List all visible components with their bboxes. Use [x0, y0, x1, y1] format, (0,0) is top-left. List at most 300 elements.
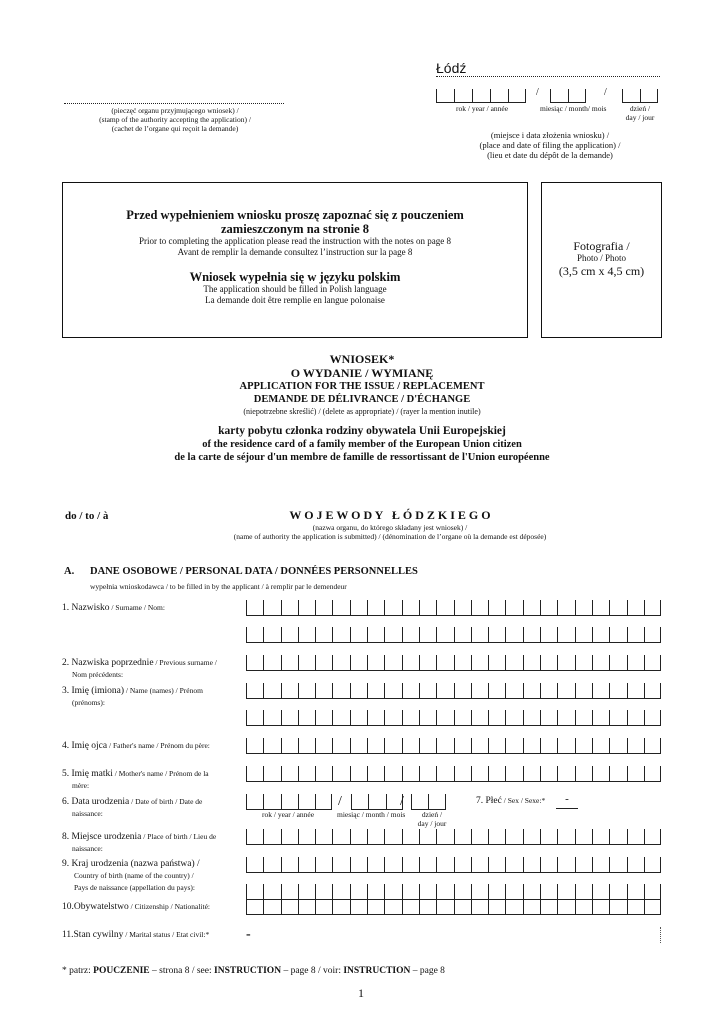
- character-cell[interactable]: [436, 829, 453, 845]
- character-cell[interactable]: [592, 627, 609, 643]
- character-cell[interactable]: [436, 683, 453, 699]
- character-cell[interactable]: [332, 600, 349, 616]
- character-cell[interactable]: [281, 627, 298, 643]
- character-cell[interactable]: [592, 655, 609, 671]
- character-cell[interactable]: [609, 857, 626, 873]
- character-cell[interactable]: [488, 600, 505, 616]
- character-cell[interactable]: [575, 884, 592, 900]
- character-cell[interactable]: [402, 829, 419, 845]
- character-cell[interactable]: [315, 683, 332, 699]
- character-cell[interactable]: [384, 655, 401, 671]
- father-name-cells[interactable]: [246, 738, 661, 754]
- birth-year-cell[interactable]: [263, 794, 280, 810]
- character-cell[interactable]: [454, 829, 471, 845]
- character-cell[interactable]: [609, 738, 626, 754]
- character-cell[interactable]: [592, 829, 609, 845]
- character-cell[interactable]: [523, 899, 540, 915]
- character-cell[interactable]: [609, 627, 626, 643]
- character-cell[interactable]: [540, 627, 557, 643]
- character-cell[interactable]: [263, 600, 280, 616]
- character-cell[interactable]: [384, 627, 401, 643]
- character-cell[interactable]: [315, 600, 332, 616]
- character-cell[interactable]: [540, 884, 557, 900]
- character-cell[interactable]: [471, 627, 488, 643]
- character-cell[interactable]: [298, 899, 315, 915]
- character-cell[interactable]: [384, 857, 401, 873]
- character-cell[interactable]: [436, 710, 453, 726]
- character-cell[interactable]: [263, 683, 280, 699]
- character-cell[interactable]: [575, 655, 592, 671]
- character-cell[interactable]: [350, 884, 367, 900]
- character-cell[interactable]: [263, 884, 280, 900]
- character-cell[interactable]: [609, 899, 626, 915]
- character-cell[interactable]: [298, 857, 315, 873]
- character-cell[interactable]: [419, 600, 436, 616]
- character-cell[interactable]: [471, 710, 488, 726]
- character-cell[interactable]: [488, 738, 505, 754]
- character-cell[interactable]: [627, 738, 644, 754]
- character-cell[interactable]: [298, 683, 315, 699]
- character-cell[interactable]: [592, 884, 609, 900]
- character-cell[interactable]: [471, 738, 488, 754]
- character-cell[interactable]: [609, 655, 626, 671]
- character-cell[interactable]: [575, 683, 592, 699]
- character-cell[interactable]: [350, 683, 367, 699]
- character-cell[interactable]: [402, 857, 419, 873]
- character-cell[interactable]: [384, 600, 401, 616]
- character-cell[interactable]: [436, 899, 453, 915]
- character-cell[interactable]: [332, 683, 349, 699]
- character-cell[interactable]: [281, 683, 298, 699]
- character-cell[interactable]: [557, 899, 574, 915]
- character-cell[interactable]: [523, 627, 540, 643]
- character-cell[interactable]: [609, 600, 626, 616]
- character-cell[interactable]: [332, 829, 349, 845]
- birth-place-cells[interactable]: [246, 829, 661, 845]
- character-cell[interactable]: [557, 600, 574, 616]
- character-cell[interactable]: [627, 857, 644, 873]
- character-cell[interactable]: [367, 627, 384, 643]
- character-cell[interactable]: [384, 829, 401, 845]
- character-cell[interactable]: [402, 766, 419, 782]
- surname-cells[interactable]: [246, 600, 661, 616]
- character-cell[interactable]: [263, 655, 280, 671]
- character-cell[interactable]: [367, 655, 384, 671]
- character-cell[interactable]: [505, 766, 522, 782]
- character-cell[interactable]: [644, 655, 661, 671]
- character-cell[interactable]: [505, 899, 522, 915]
- character-cell[interactable]: [263, 738, 280, 754]
- character-cell[interactable]: [281, 857, 298, 873]
- character-cell[interactable]: [454, 710, 471, 726]
- character-cell[interactable]: [402, 738, 419, 754]
- character-cell[interactable]: [609, 766, 626, 782]
- character-cell[interactable]: [523, 766, 540, 782]
- character-cell[interactable]: [246, 600, 263, 616]
- character-cell[interactable]: [367, 600, 384, 616]
- character-cell[interactable]: [419, 627, 436, 643]
- character-cell[interactable]: [592, 600, 609, 616]
- birth-month-cell[interactable]: [351, 794, 368, 810]
- character-cell[interactable]: [557, 683, 574, 699]
- character-cell[interactable]: [592, 738, 609, 754]
- character-cell[interactable]: [627, 710, 644, 726]
- character-cell[interactable]: [540, 600, 557, 616]
- character-cell[interactable]: [332, 627, 349, 643]
- birth-date-cells[interactable]: [246, 794, 446, 810]
- character-cell[interactable]: [505, 738, 522, 754]
- character-cell[interactable]: [644, 884, 661, 900]
- character-cell[interactable]: [627, 829, 644, 845]
- character-cell[interactable]: [367, 829, 384, 845]
- character-cell[interactable]: [246, 857, 263, 873]
- character-cell[interactable]: [557, 829, 574, 845]
- character-cell[interactable]: [523, 857, 540, 873]
- character-cell[interactable]: [454, 766, 471, 782]
- character-cell[interactable]: [609, 710, 626, 726]
- character-cell[interactable]: [332, 655, 349, 671]
- character-cell[interactable]: [540, 738, 557, 754]
- character-cell[interactable]: [298, 829, 315, 845]
- character-cell[interactable]: [627, 683, 644, 699]
- character-cell[interactable]: [402, 655, 419, 671]
- character-cell[interactable]: [367, 683, 384, 699]
- character-cell[interactable]: [540, 655, 557, 671]
- character-cell[interactable]: [332, 710, 349, 726]
- character-cell[interactable]: [350, 899, 367, 915]
- character-cell[interactable]: [281, 738, 298, 754]
- character-cell[interactable]: [505, 710, 522, 726]
- character-cell[interactable]: [471, 766, 488, 782]
- character-cell[interactable]: [246, 627, 263, 643]
- birth-year-cell[interactable]: [281, 794, 298, 810]
- character-cell[interactable]: [281, 884, 298, 900]
- character-cell[interactable]: [505, 627, 522, 643]
- character-cell[interactable]: [644, 738, 661, 754]
- character-cell[interactable]: [540, 899, 557, 915]
- character-cell[interactable]: [436, 857, 453, 873]
- character-cell[interactable]: [263, 627, 280, 643]
- character-cell[interactable]: [419, 884, 436, 900]
- character-cell[interactable]: [644, 627, 661, 643]
- character-cell[interactable]: [298, 627, 315, 643]
- character-cell[interactable]: [575, 738, 592, 754]
- character-cell[interactable]: [557, 884, 574, 900]
- character-cell[interactable]: [350, 829, 367, 845]
- date-cell[interactable]: [436, 89, 454, 103]
- character-cell[interactable]: [540, 829, 557, 845]
- character-cell[interactable]: [263, 710, 280, 726]
- character-cell[interactable]: [575, 627, 592, 643]
- character-cell[interactable]: [332, 766, 349, 782]
- character-cell[interactable]: [592, 899, 609, 915]
- character-cell[interactable]: [471, 884, 488, 900]
- character-cell[interactable]: [540, 857, 557, 873]
- character-cell[interactable]: [488, 829, 505, 845]
- character-cell[interactable]: [471, 829, 488, 845]
- date-cell[interactable]: [622, 89, 640, 103]
- character-cell[interactable]: [281, 899, 298, 915]
- character-cell[interactable]: [471, 600, 488, 616]
- field-birth-country-label: 9. Kraj urodzenia (nazwa państwa) / Country of birth (name of the country) / Pays de naissance (appellation du pays):: [62, 859, 200, 892]
- character-cell[interactable]: [523, 655, 540, 671]
- date-cell[interactable]: [508, 89, 526, 103]
- character-cell[interactable]: [263, 857, 280, 873]
- character-cell[interactable]: [367, 857, 384, 873]
- character-cell[interactable]: [454, 857, 471, 873]
- character-cell[interactable]: [471, 899, 488, 915]
- character-cell[interactable]: [471, 655, 488, 671]
- character-cell[interactable]: [523, 829, 540, 845]
- character-cell[interactable]: [315, 899, 332, 915]
- character-cell[interactable]: [488, 857, 505, 873]
- character-cell[interactable]: [384, 683, 401, 699]
- character-cell[interactable]: [609, 683, 626, 699]
- character-cell[interactable]: [419, 655, 436, 671]
- character-cell[interactable]: [263, 899, 280, 915]
- character-cell[interactable]: [540, 683, 557, 699]
- character-cell[interactable]: [488, 627, 505, 643]
- character-cell[interactable]: [505, 857, 522, 873]
- character-cell[interactable]: [367, 766, 384, 782]
- birth-year-cell[interactable]: [315, 794, 332, 810]
- character-cell[interactable]: [454, 600, 471, 616]
- character-cell[interactable]: [246, 899, 263, 915]
- character-cell[interactable]: [505, 655, 522, 671]
- character-cell[interactable]: [384, 710, 401, 726]
- character-cell[interactable]: [384, 766, 401, 782]
- character-cell[interactable]: [644, 899, 661, 915]
- character-cell[interactable]: [246, 829, 263, 845]
- character-cell[interactable]: [488, 655, 505, 671]
- character-cell[interactable]: [488, 710, 505, 726]
- date-cell[interactable]: [472, 89, 490, 103]
- character-cell[interactable]: [436, 600, 453, 616]
- character-cell[interactable]: [557, 766, 574, 782]
- character-cell[interactable]: [454, 738, 471, 754]
- character-cell[interactable]: [402, 683, 419, 699]
- character-cell[interactable]: [575, 829, 592, 845]
- marital-status-input[interactable]: -: [244, 927, 662, 943]
- citizenship-cells[interactable]: [246, 899, 661, 915]
- character-cell[interactable]: [505, 829, 522, 845]
- character-cell[interactable]: [592, 683, 609, 699]
- character-cell[interactable]: [350, 710, 367, 726]
- character-cell[interactable]: [505, 600, 522, 616]
- birth-year-cell[interactable]: [246, 794, 263, 810]
- character-cell[interactable]: [523, 683, 540, 699]
- character-cell[interactable]: [332, 857, 349, 873]
- character-cell[interactable]: [627, 655, 644, 671]
- character-cell[interactable]: [332, 899, 349, 915]
- birth-country-cells[interactable]: [246, 857, 661, 873]
- character-cell[interactable]: [575, 600, 592, 616]
- character-cell[interactable]: [575, 710, 592, 726]
- previous-surname-cells[interactable]: [246, 655, 661, 671]
- character-cell[interactable]: [419, 899, 436, 915]
- character-cell[interactable]: [592, 766, 609, 782]
- character-cell[interactable]: [505, 683, 522, 699]
- character-cell[interactable]: [523, 710, 540, 726]
- character-cell[interactable]: [315, 655, 332, 671]
- character-cell[interactable]: [298, 738, 315, 754]
- character-cell[interactable]: [557, 627, 574, 643]
- character-cell[interactable]: [488, 884, 505, 900]
- character-cell[interactable]: [557, 738, 574, 754]
- character-cell[interactable]: [557, 857, 574, 873]
- birth-year-cell[interactable]: [298, 794, 315, 810]
- character-cell[interactable]: [644, 766, 661, 782]
- character-cell[interactable]: [627, 600, 644, 616]
- mother-name-cells[interactable]: [246, 766, 661, 782]
- character-cell[interactable]: [436, 738, 453, 754]
- character-cell[interactable]: [402, 627, 419, 643]
- character-cell[interactable]: [263, 829, 280, 845]
- character-cell[interactable]: [402, 710, 419, 726]
- character-cell[interactable]: [367, 899, 384, 915]
- character-cell[interactable]: [644, 829, 661, 845]
- character-cell[interactable]: [505, 884, 522, 900]
- character-cell[interactable]: [454, 655, 471, 671]
- character-cell[interactable]: [263, 766, 280, 782]
- character-cell[interactable]: [315, 738, 332, 754]
- character-cell[interactable]: [298, 884, 315, 900]
- birth-day-cell[interactable]: [411, 794, 428, 810]
- surname-cells-2[interactable]: [246, 627, 661, 643]
- character-cell[interactable]: [315, 627, 332, 643]
- character-cell[interactable]: [350, 857, 367, 873]
- character-cell[interactable]: [644, 683, 661, 699]
- character-cell[interactable]: [367, 710, 384, 726]
- character-cell[interactable]: [540, 766, 557, 782]
- date-cell[interactable]: [490, 89, 508, 103]
- character-cell[interactable]: [454, 884, 471, 900]
- photo-box[interactable]: [541, 182, 662, 338]
- character-cell[interactable]: [575, 899, 592, 915]
- character-cell[interactable]: [350, 600, 367, 616]
- character-cell[interactable]: [315, 884, 332, 900]
- character-cell[interactable]: [402, 884, 419, 900]
- character-cell[interactable]: [246, 683, 263, 699]
- character-cell[interactable]: [436, 627, 453, 643]
- character-cell[interactable]: [454, 899, 471, 915]
- character-cell[interactable]: [246, 710, 263, 726]
- character-cell[interactable]: [332, 884, 349, 900]
- filing-date-cells[interactable]: [436, 89, 662, 103]
- character-cell[interactable]: [332, 738, 349, 754]
- character-cell[interactable]: [298, 766, 315, 782]
- date-cell[interactable]: [550, 89, 568, 103]
- character-cell[interactable]: [402, 899, 419, 915]
- character-cell[interactable]: [436, 884, 453, 900]
- character-cell[interactable]: [419, 857, 436, 873]
- character-cell[interactable]: [454, 683, 471, 699]
- character-cell[interactable]: [246, 766, 263, 782]
- character-cell[interactable]: [315, 857, 332, 873]
- character-cell[interactable]: [281, 710, 298, 726]
- character-cell[interactable]: [419, 766, 436, 782]
- character-cell[interactable]: [592, 710, 609, 726]
- character-cell[interactable]: [246, 738, 263, 754]
- character-cell[interactable]: [644, 710, 661, 726]
- character-cell[interactable]: [540, 710, 557, 726]
- city-line[interactable]: [436, 60, 660, 77]
- character-cell[interactable]: [298, 600, 315, 616]
- character-cell[interactable]: [246, 884, 263, 900]
- character-cell[interactable]: [367, 884, 384, 900]
- date-cell[interactable]: [640, 89, 658, 103]
- character-cell[interactable]: [315, 766, 332, 782]
- character-cell[interactable]: [575, 766, 592, 782]
- character-cell[interactable]: [281, 600, 298, 616]
- character-cell[interactable]: [523, 884, 540, 900]
- character-cell[interactable]: [454, 627, 471, 643]
- character-cell[interactable]: [523, 600, 540, 616]
- names-cells[interactable]: [246, 683, 661, 699]
- character-cell[interactable]: [419, 710, 436, 726]
- birth-month-cell[interactable]: [368, 794, 385, 810]
- character-cell[interactable]: [384, 738, 401, 754]
- date-cell[interactable]: [568, 89, 586, 103]
- character-cell[interactable]: [402, 600, 419, 616]
- character-cell[interactable]: [609, 829, 626, 845]
- character-cell[interactable]: [557, 655, 574, 671]
- character-cell[interactable]: [281, 655, 298, 671]
- character-cell[interactable]: [281, 829, 298, 845]
- character-cell[interactable]: [488, 899, 505, 915]
- character-cell[interactable]: [609, 884, 626, 900]
- character-cell[interactable]: [523, 738, 540, 754]
- date-cell[interactable]: [454, 89, 472, 103]
- birth-country-cells-2[interactable]: [246, 884, 661, 900]
- character-cell[interactable]: [281, 766, 298, 782]
- birth-day-cell[interactable]: [428, 794, 445, 810]
- character-cell[interactable]: [419, 738, 436, 754]
- character-cell[interactable]: [627, 899, 644, 915]
- character-cell[interactable]: [627, 884, 644, 900]
- character-cell[interactable]: [246, 655, 263, 671]
- character-cell[interactable]: [627, 766, 644, 782]
- character-cell[interactable]: [627, 627, 644, 643]
- character-cell[interactable]: [315, 710, 332, 726]
- character-cell[interactable]: [298, 710, 315, 726]
- names-cells-2[interactable]: [246, 710, 661, 726]
- character-cell[interactable]: [315, 829, 332, 845]
- character-cell[interactable]: [644, 600, 661, 616]
- character-cell[interactable]: [298, 655, 315, 671]
- character-cell[interactable]: [471, 683, 488, 699]
- character-cell[interactable]: [557, 710, 574, 726]
- character-cell[interactable]: [488, 766, 505, 782]
- character-cell[interactable]: [350, 738, 367, 754]
- character-cell[interactable]: [592, 857, 609, 873]
- character-cell[interactable]: [488, 683, 505, 699]
- character-cell[interactable]: [419, 683, 436, 699]
- character-cell[interactable]: [350, 627, 367, 643]
- character-cell[interactable]: [436, 655, 453, 671]
- character-cell[interactable]: [575, 857, 592, 873]
- character-cell[interactable]: [436, 766, 453, 782]
- character-cell[interactable]: [471, 857, 488, 873]
- character-cell[interactable]: [419, 829, 436, 845]
- character-cell[interactable]: [384, 884, 401, 900]
- sex-input[interactable]: -: [556, 794, 578, 809]
- character-cell[interactable]: [350, 655, 367, 671]
- character-cell[interactable]: [644, 857, 661, 873]
- character-cell[interactable]: [367, 738, 384, 754]
- character-cell[interactable]: [350, 766, 367, 782]
- character-cell[interactable]: [384, 899, 401, 915]
